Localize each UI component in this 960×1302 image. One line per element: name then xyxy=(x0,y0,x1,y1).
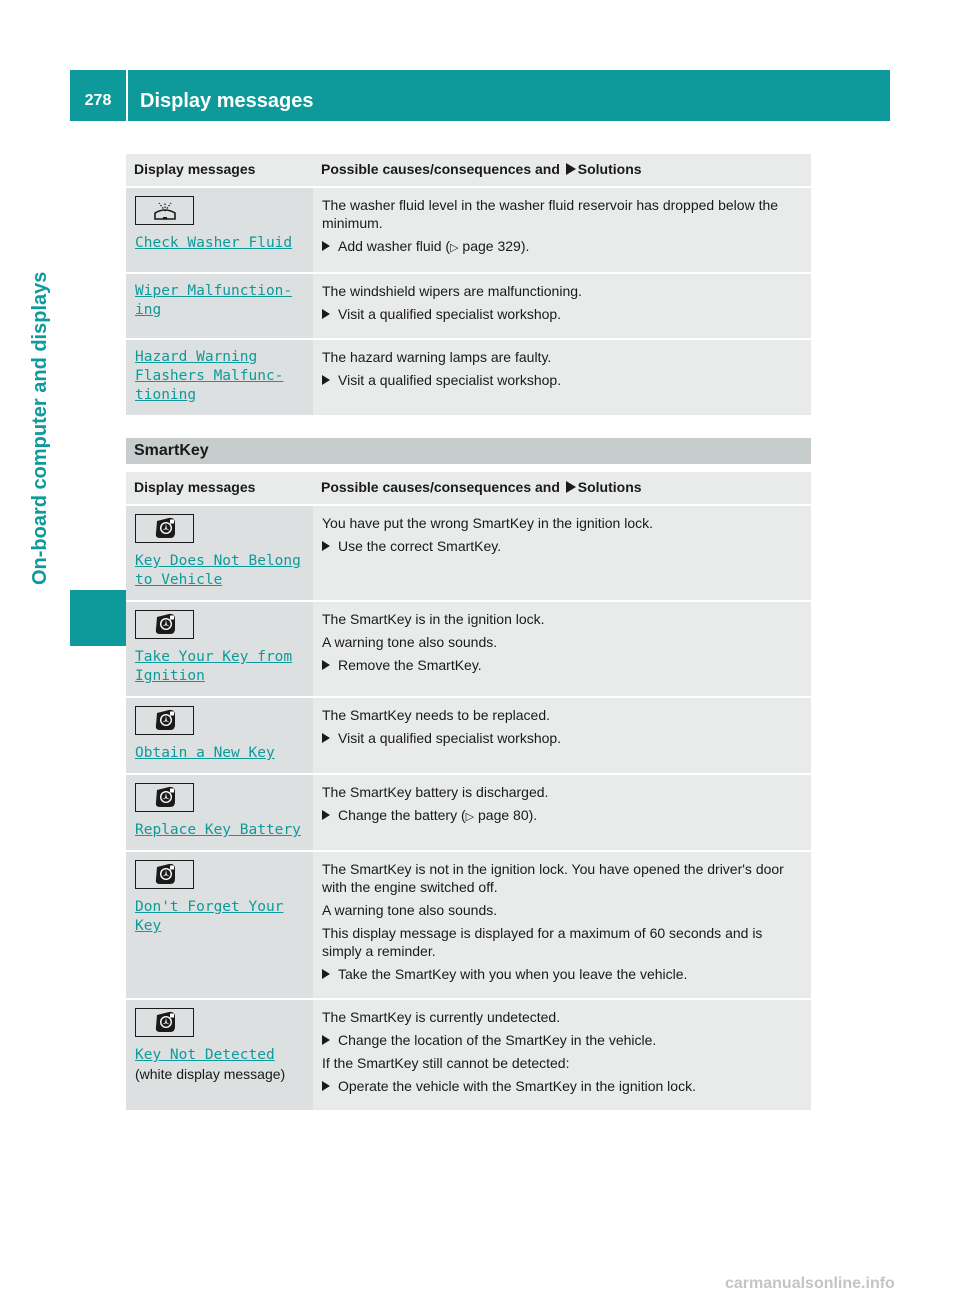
display-message-text: Obtain a New Key xyxy=(135,745,275,761)
col-header-causes-solutions xyxy=(313,472,811,504)
message-cell xyxy=(126,340,313,415)
message-cell xyxy=(126,775,313,850)
message-cell xyxy=(126,852,313,998)
table-row xyxy=(126,506,811,600)
description-text: If the SmartKey still cannot be detected: xyxy=(322,1055,570,1071)
display-message-text: Hazard Warning Flashers Malfunc‐ tioning xyxy=(135,349,284,403)
table-row xyxy=(126,274,811,338)
description-text: You have put the wrong SmartKey in the ignition lock. xyxy=(322,515,654,531)
arrow-icon xyxy=(566,163,576,175)
solution-cell xyxy=(313,506,811,600)
description-text: The SmartKey is currently undetected. xyxy=(322,1009,561,1025)
smartkey-messages-table xyxy=(126,470,811,1112)
table-header-row xyxy=(126,472,811,504)
col-header-display-messages: Display messages xyxy=(126,154,313,186)
washer-fluid-icon xyxy=(135,196,194,225)
message-cell xyxy=(126,188,313,272)
table-row xyxy=(126,698,811,773)
description-text: This display message is displayed for a maximum of 60 seconds and is simply a reminder. xyxy=(322,925,763,959)
description-text: The windshield wipers are malfunctioning. xyxy=(322,283,582,299)
page-ref-icon: ▷ xyxy=(465,811,475,823)
message-cell xyxy=(126,274,313,338)
solution-cell xyxy=(313,340,811,415)
smartkey-icon xyxy=(135,610,194,639)
display-message-text: Check Washer Fluid xyxy=(135,235,293,251)
display-message-text: Key Not Detected xyxy=(135,1047,275,1063)
arrow-icon xyxy=(566,481,576,493)
display-message-text: Don't Forget Your Key xyxy=(135,899,284,934)
message-cell xyxy=(126,1000,313,1110)
smartkey-icon xyxy=(135,860,194,889)
description-text: The hazard warning lamps are faulty. xyxy=(322,349,552,365)
display-message-text: Wiper Malfunction‐ ing xyxy=(135,283,293,318)
table-row xyxy=(126,1000,811,1110)
smartkey-icon xyxy=(135,706,194,735)
action-step: Use the correct SmartKey. xyxy=(322,537,803,555)
col-header-display-messages: Display messages xyxy=(126,472,313,504)
action-step: Visit a qualified specialist workshop. xyxy=(322,371,803,389)
washer-messages-table xyxy=(126,152,811,417)
col-header-causes-solutions xyxy=(313,154,811,186)
table-header-row xyxy=(126,154,811,186)
action-step: Visit a qualified specialist workshop. xyxy=(322,729,803,747)
solution-cell xyxy=(313,602,811,696)
side-tab-block xyxy=(70,590,126,646)
page-number: 278 xyxy=(84,92,112,109)
solution-cell xyxy=(313,1000,811,1110)
description-text: A warning tone also sounds. xyxy=(322,902,498,918)
description-text: A warning tone also sounds. xyxy=(322,634,498,650)
action-text: Add washer fluid ( xyxy=(338,238,451,254)
solution-cell xyxy=(313,698,811,773)
table-row xyxy=(126,602,811,696)
action-step: Remove the SmartKey. xyxy=(322,656,803,674)
message-cell xyxy=(126,602,313,696)
col-header-solutions: Solutions xyxy=(577,161,642,177)
display-message-text: Key Does Not Belong to Vehicle xyxy=(135,553,301,588)
smartkey-icon xyxy=(135,1008,194,1037)
message-cell xyxy=(126,506,313,600)
table-row xyxy=(126,188,811,272)
message-cell xyxy=(126,698,313,773)
page-ref-icon: ▷ xyxy=(450,242,459,254)
table-row xyxy=(126,340,811,415)
col-header-solutions: Solutions xyxy=(577,479,642,495)
header-divider xyxy=(126,70,128,121)
solution-cell xyxy=(313,274,811,338)
col-header-causes: Possible causes/consequences and xyxy=(321,479,560,495)
col-header-causes: Possible causes/consequences and xyxy=(321,161,560,177)
action-step: Change the location of the SmartKey in the vehicle. xyxy=(322,1031,803,1049)
watermark: carmanualsonline.info xyxy=(725,1275,895,1292)
action-step xyxy=(322,237,803,257)
display-message-text: Replace Key Battery xyxy=(135,822,301,838)
display-message-text: Take Your Key from Ignition xyxy=(135,649,293,684)
action-text: page 80). xyxy=(474,807,538,823)
action-step: Operate the vehicle with the SmartKey in the ignition lock. xyxy=(322,1077,803,1095)
action-step: Take the SmartKey with you when you leave the vehicle. xyxy=(322,965,803,983)
action-step xyxy=(322,806,803,826)
smartkey-icon xyxy=(135,783,194,812)
description-text: The SmartKey is in the ignition lock. xyxy=(322,611,545,627)
message-note: (white display message) xyxy=(135,1066,286,1082)
smartkey-section-title: SmartKey xyxy=(126,438,811,464)
table-row xyxy=(126,775,811,850)
solution-cell xyxy=(313,188,811,272)
table-row xyxy=(126,852,811,998)
description-text: The SmartKey is not in the ignition lock. You have opened the driver's door with the engine switched off. xyxy=(322,861,784,895)
page-title: Display messages xyxy=(140,90,314,112)
description-text: The washer fluid level in the washer fluid reservoir has dropped below the minimum. xyxy=(322,197,779,231)
action-text: page 329). xyxy=(458,238,530,254)
solution-cell xyxy=(313,775,811,850)
smartkey-icon xyxy=(135,514,194,543)
description-text: The SmartKey needs to be replaced. xyxy=(322,707,551,723)
action-step: Visit a qualified specialist workshop. xyxy=(322,305,803,323)
solution-cell xyxy=(313,852,811,998)
side-tab-label: On-board computer and displays xyxy=(29,271,51,585)
action-text: Change the battery ( xyxy=(338,807,466,823)
description-text: The SmartKey battery is discharged. xyxy=(322,784,549,800)
